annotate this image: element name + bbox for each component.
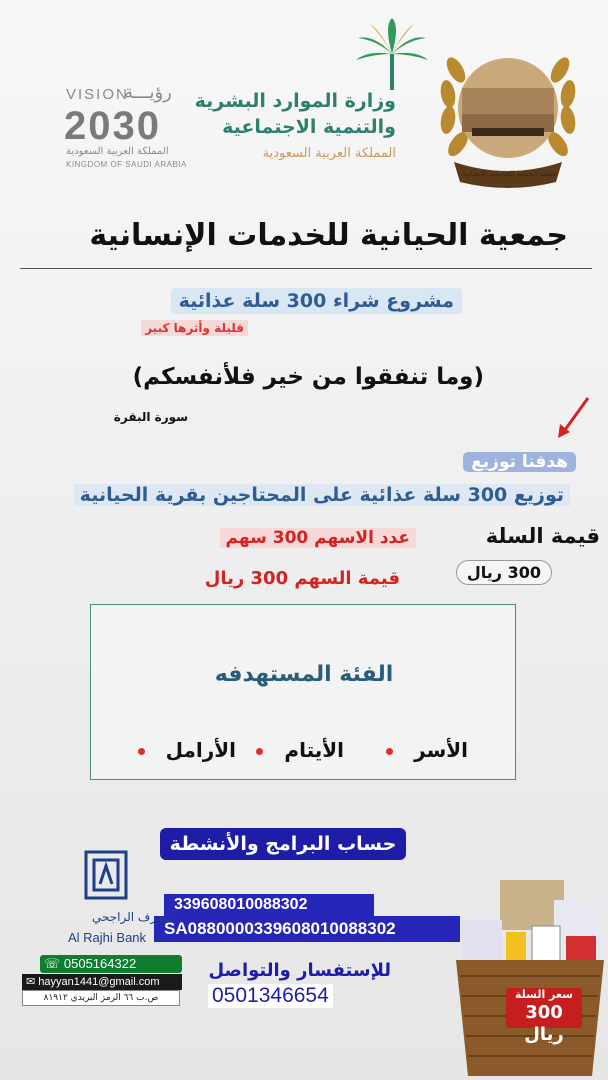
bullet-icon [256,748,263,755]
food-basket-image [452,876,608,1080]
shares-count: عدد الاسهم 300 سهم [220,528,416,548]
al-rajhi-bank-icon [84,850,128,900]
vision-ksa-en: KINGDOM OF SAUDI ARABIA [66,160,187,169]
bullet-icon [138,748,145,755]
quran-verse: (وما تنفقوا من خير فلأنفسكم) [132,364,484,390]
bank-name-ar: مصرف الراجحي [92,910,174,924]
bullet-icon [386,748,393,755]
accounts-title: حساب البرامج والأنشطة [160,828,406,860]
ministry-palm-icon [354,16,430,92]
bank-name-en: Al Rajhi Bank [68,930,147,945]
share-price: قيمة السهم 300 ريال [204,568,400,589]
ministry-name-line1: وزارة الموارد البشرية [194,90,396,112]
iban-number: SA0880000339608010088302 [154,916,460,942]
mail-icon: ✉ [26,976,36,988]
ministry-country: المملكة العربية السعودية [262,146,396,161]
whatsapp-number-value: 0505164322 [63,956,137,971]
target-item-widows [138,738,236,762]
whatsapp-number [40,955,182,973]
basket-value-label: قيمة السلة [485,524,600,548]
basket-price-label: سعر السلة [515,988,573,1001]
account-number: 339608010088302 [164,894,374,916]
vision-ksa-ar: المملكة العربية السعودية [66,146,169,157]
email-address [22,974,182,990]
basket-value-amount: 300 ريال [456,560,552,585]
whatsapp-icon: ☏ [44,956,61,971]
vision-word: VISION [66,86,129,103]
surah-name: سورة البقرة [113,410,188,424]
contact-title: للإستفسار والتواصل [208,960,391,981]
target-item-families-label: الأسر [414,738,468,762]
basket-price-amount: 300 ريال [524,1002,564,1045]
target-item-families [386,738,468,762]
goal-tag: هدفنا توزيع [463,452,576,472]
title-divider [20,268,592,269]
charity-laurel-logo [432,30,584,190]
basket-price-tag [506,988,582,1045]
target-item-orphans [256,738,344,762]
vision-ar: رؤيـــة [124,82,172,103]
target-item-widows-label: الأرامل [165,738,236,762]
arrow-icon [556,396,592,440]
contact-phone: 0501346654 [208,984,333,1008]
po-box: ص.ب ٦٦ الرمز البريدي ٨١٩١٢ [22,990,180,1006]
ministry-name-line2: والتنمية الاجتماعية [222,116,396,138]
charity-badge-label: جمعية الحيانية للخدمات الإنسانية [462,170,558,178]
target-item-orphans-label: الأيتام [284,738,344,762]
target-group-title: الفئة المستهدفه [214,662,394,687]
goal-text: توزيع 300 سلة عذائية على المحتاجين بقرية الحيانية [74,484,570,506]
page-title: جمعية الحيانية للخدمات الإنسانية [89,218,568,253]
email-value: hayyan1441@gmail.com [38,976,160,988]
vision-2030-logo: 2030 [64,104,161,148]
project-name: مشروع شراء 300 سلة عذائية [171,288,462,314]
project-note: قليلة وأثرها كبير [141,320,248,336]
